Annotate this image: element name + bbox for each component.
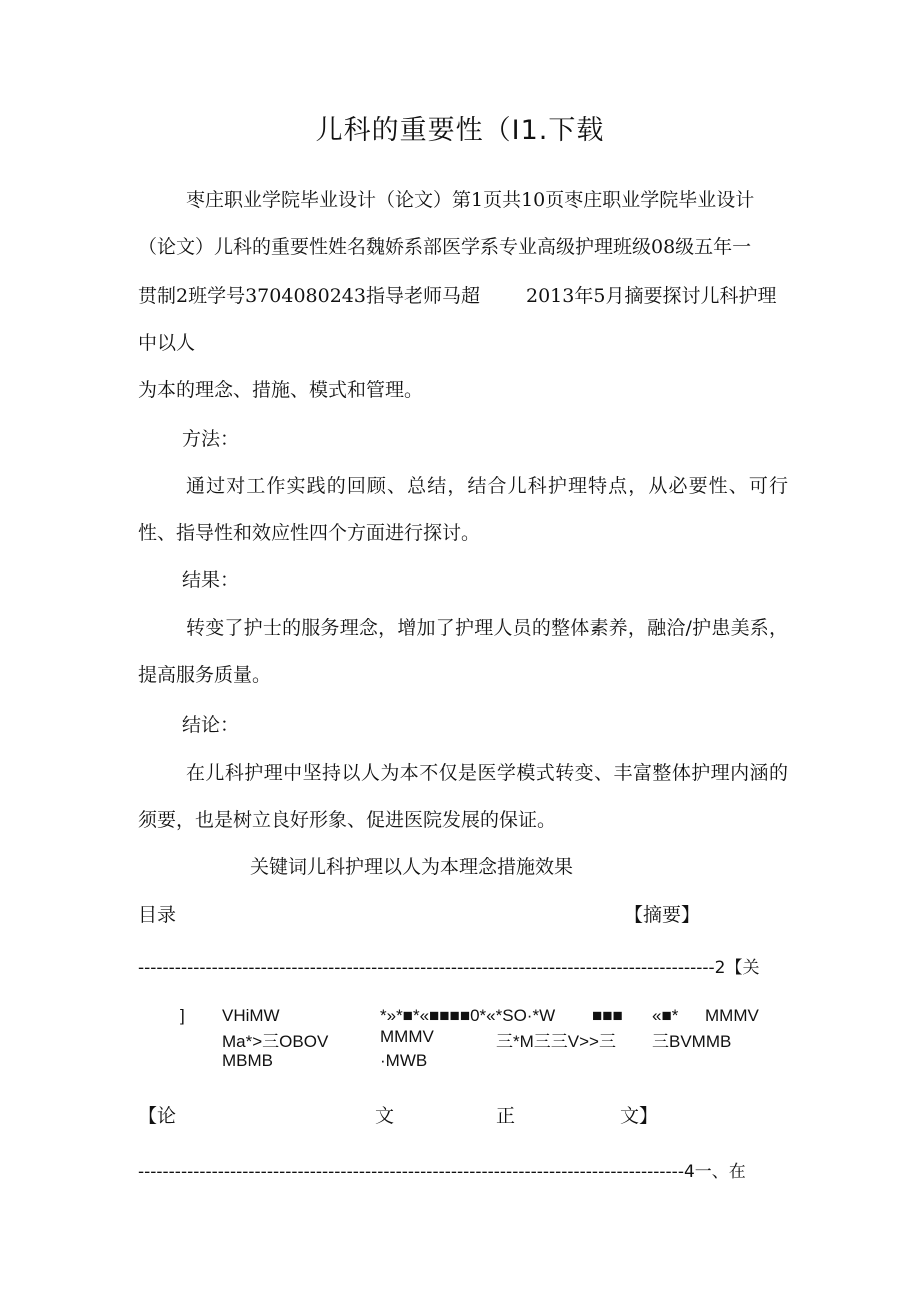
garbled-r3c2: ·MWB bbox=[380, 1051, 428, 1070]
garbled-r1c4: «■* bbox=[652, 1006, 679, 1025]
conclusion-text: 在儿科护理中坚持以人为本不仅是医学模式转变、丰富整体护理内涵的须要，也是树立良好形象、促进医院发展的保证。 bbox=[138, 762, 788, 831]
intro-line-3a: 贯制2班学号3704080243指导老师马超 bbox=[138, 285, 480, 307]
document-title: 儿科的重要性（I1.下载 bbox=[315, 115, 605, 146]
body-heading-part-2: 文 bbox=[375, 1105, 395, 1127]
result-label: 结果： bbox=[182, 569, 240, 591]
garbled-r1c1: VHiMW bbox=[222, 1006, 280, 1025]
toc-dash-line-1: ----------------------------------------------------------------------------------------------2【关 bbox=[138, 958, 760, 978]
method-label: 方法： bbox=[182, 428, 240, 450]
intro-line-4: 中以人 bbox=[138, 332, 196, 354]
toc-abstract-label: 【摘要】 bbox=[624, 904, 701, 926]
conclusion-label: 结论： bbox=[182, 714, 240, 736]
method-text: 通过对工作实践的回顾、总结，结合儿科护理特点，从必要性、可行性、指导性和效应性四个方面进行探讨。 bbox=[138, 475, 788, 544]
body-heading-part-1: 【论 bbox=[138, 1105, 177, 1127]
garbled-r3c1: MBMB bbox=[222, 1051, 273, 1070]
garbled-r1c2: *»*■*«■■■■0*«*SO·*W bbox=[380, 1006, 556, 1025]
toc-dash-line-2: -----------------------------------------------------------------------------------------4一、在 bbox=[138, 1162, 746, 1182]
intro-line-3b: 2013年5月摘要探讨儿科护理 bbox=[526, 285, 777, 307]
result-text: 转变了护士的服务理念，增加了护理人员的整体素养，融洽/护患美系，提高服务质量。 bbox=[138, 617, 788, 686]
garbled-r2c3: 三*M三三V>>三 bbox=[496, 1032, 616, 1051]
keywords-line: 关键词儿科护理以人为本理念措施效果 bbox=[250, 856, 574, 878]
intro-line-5: 为本的理念、措施、模式和管理。 bbox=[138, 379, 424, 401]
body-heading-part-4: 文】 bbox=[620, 1105, 659, 1127]
intro-line-1: 枣庄职业学院毕业设计（论文）第1页共10页枣庄职业学院毕业设计 bbox=[186, 189, 755, 211]
garbled-r1c3: ■■■ bbox=[592, 1006, 623, 1025]
toc-label: 目录 bbox=[138, 904, 177, 926]
body-heading-part-3: 正 bbox=[496, 1105, 516, 1127]
garbled-r2c2: MMMV bbox=[380, 1027, 434, 1046]
garbled-bracket: ] bbox=[180, 1006, 185, 1025]
garbled-r2c4: 三BVMMB bbox=[652, 1032, 732, 1051]
garbled-r1c5: MMMV bbox=[705, 1006, 759, 1025]
garbled-r2c1: Ma*>三OBOV bbox=[222, 1032, 329, 1051]
intro-line-2: （论文）儿科的重要性姓名魏娇系部医学系专业高级护理班级08级五年一 bbox=[138, 236, 752, 258]
